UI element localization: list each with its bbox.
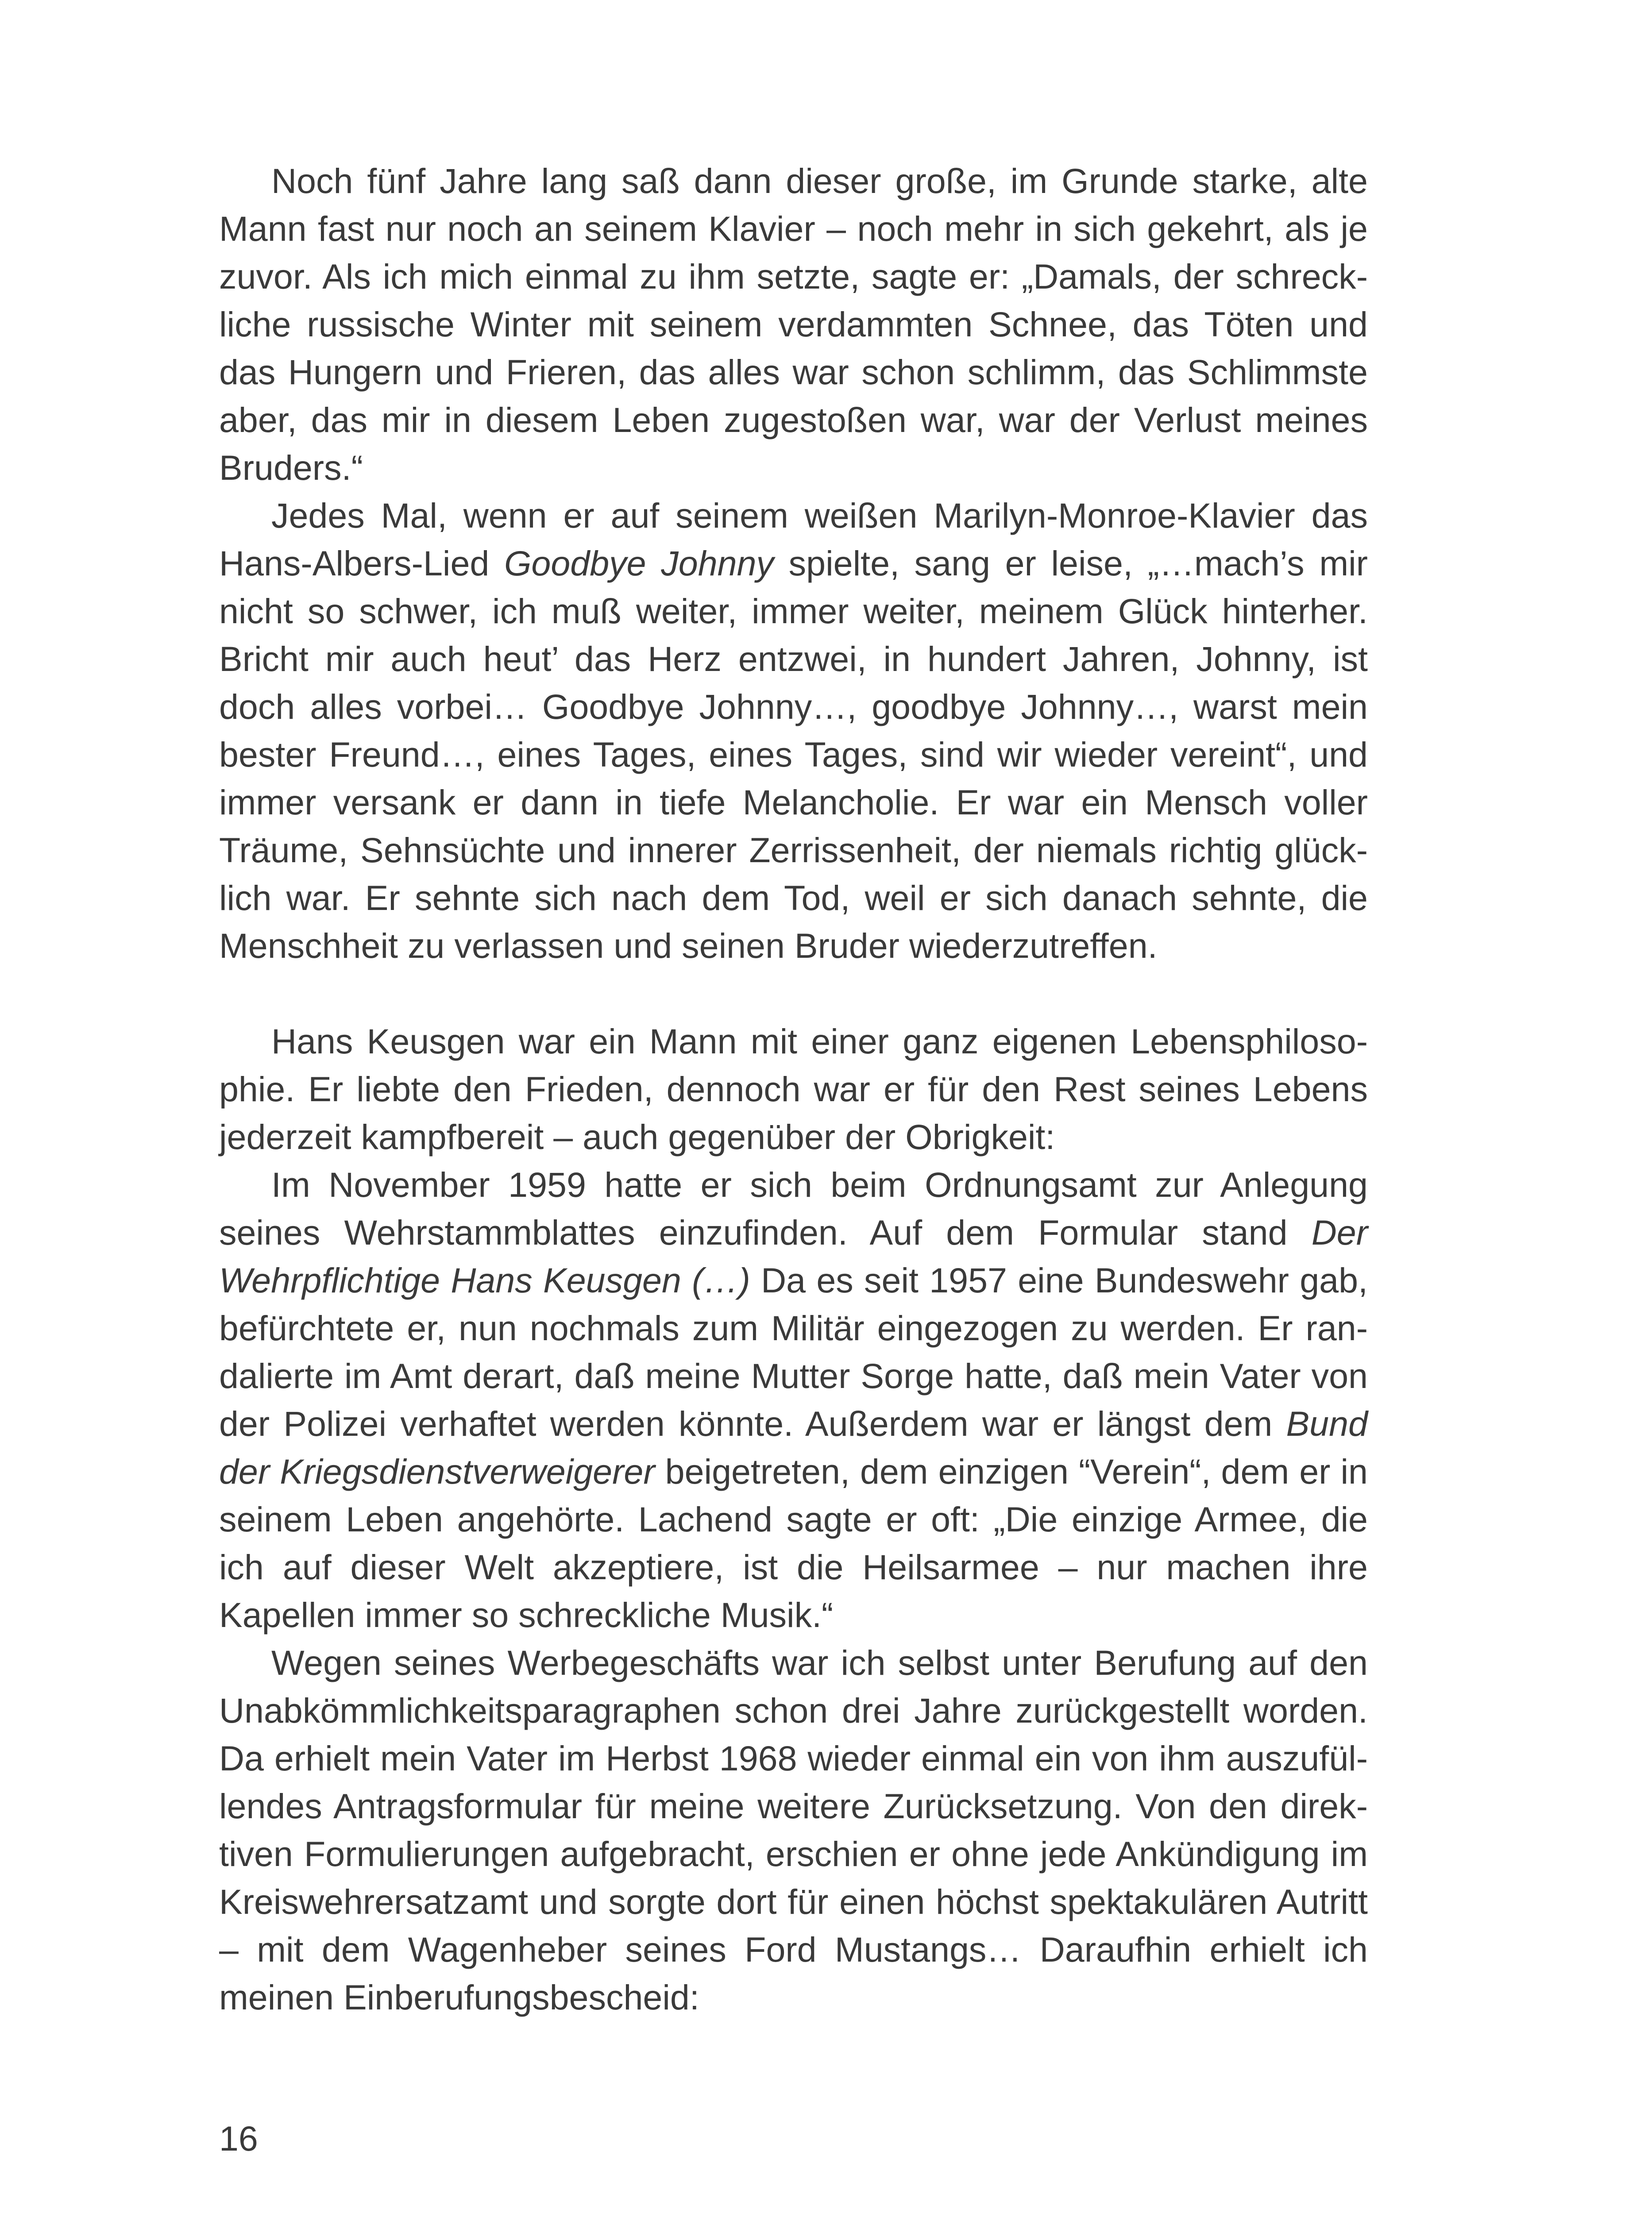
paragraph-1-text: Noch fünf Jahre lang saß dann dieser große, im Grunde starke, alte Mann fast nur noch an seinem Klavier – noch mehr in sich gekehrt, als je zuvor. Als ich mich einmal zu ihm setzte, sagte er: „Damals, der schreckliche russische Winter mit seinem verdammten Schnee, das Töten und das Hungern und Frieren, das alles war schon schlimm, das Schlimmste aber, das mir in diesem Leben zugestoßen war, war der Verlust meines Bruders.“ bbox=[219, 161, 1368, 487]
paragraph-2-text-b: spielte, sang er leise, „…mach’s mir nicht so schwer, ich muß weiter, immer weiter, meinem Glück hinterher. Bricht mir auch heut’ das Herz entzwei, in hundert Jahren, Johnny, ist doch alles vorbei… Goodbye Johnny…, goodbye Johnny…, warst mein bester Freund…, eines Tages, eines Tages, sind wir wieder vereint“, und immer versank er dann in tiefe Melancholie. Er war ein Mensch voller Träume, Sehnsüchte und innerer Zerrissenheit, der niemals richtig glücklich war. Er sehnte sich nach dem Tod, weil er sich danach sehnte, die Menschheit zu verlassen und seinen Bruder wiederzutreffen. bbox=[219, 544, 1368, 965]
paragraph-2-text-a: Jedes Mal, wenn er auf seinem weißen Marilyn-Monroe-Klavier das Hans-Albers-Lied bbox=[219, 496, 1368, 583]
paragraph-4-text-a: Im November 1959 hatte er sich beim Ordnungsamt zur Anlegung seines Wehrstammblattes einzufinden. Auf dem Formular stand bbox=[219, 1165, 1368, 1252]
paragraph-4-text-c: beigetreten, dem einzigen “Verein“, dem er in seinem Leben angehörte. Lachend sagte er oft: „Die einzige Armee, die ich auf dieser Welt akzeptiere, ist die Heilsarmee – nur machen ihre Kapellen immer so schreckliche Musik.“ bbox=[219, 1452, 1368, 1635]
paragraph-2 bbox=[219, 492, 1368, 970]
paragraph-1 bbox=[219, 157, 1368, 492]
paragraph-3-text: Hans Keusgen war ein Mann mit einer ganz eigenen Lebensphilosophie. Er liebte den Frieden, dennoch war er für den Rest seines Lebens jederzeit kampfbereit – auch gegenüber der Obrigkeit: bbox=[219, 1022, 1368, 1157]
form-quote: Der Wehrpflichtige Hans Keusgen (…) bbox=[219, 1213, 1368, 1300]
page-number: 16 bbox=[219, 2119, 258, 2158]
paragraph-4 bbox=[219, 1161, 1368, 1639]
paragraph-4-text-b: Da es seit 1957 eine Bundeswehr gab, befürchtete er, nun nochmals zum Militär eingezogen zu werden. Er randalierte im Amt derart, daß meine Mutter Sorge hatte, daß mein Vater von der Polizei verhaftet werden könnte. Außerdem war er längst dem bbox=[219, 1261, 1368, 1443]
paragraph-3 bbox=[219, 1018, 1368, 1161]
paragraph-5-text: Wegen seines Werbegeschäfts war ich selbst unter Berufung auf den Unabkömmlichkeitsparagraphen schon drei Jahre zurückgestellt worden. Da erhielt mein Vater im Herbst 1968 wieder einmal ein von ihm auszufüllendes Antragsformular für meine weitere Zurücksetzung. Von den direktiven Formulierungen aufgebracht, erschien er ohne jede Ankündigung im Kreiswehrersatzamt und sorgte dort für einen höchst spektakulären Autritt – mit dem Wagenheber seines Ford Mustangs… Daraufhin erhielt ich meinen Einberufungsbescheid: bbox=[219, 1643, 1368, 2017]
song-title: Goodbye Johnny bbox=[504, 544, 774, 583]
organization-name: Bund der Kriegsdienstverweigerer bbox=[219, 1404, 1368, 1491]
paragraph-5 bbox=[219, 1639, 1368, 2021]
body-text bbox=[219, 157, 1368, 2021]
